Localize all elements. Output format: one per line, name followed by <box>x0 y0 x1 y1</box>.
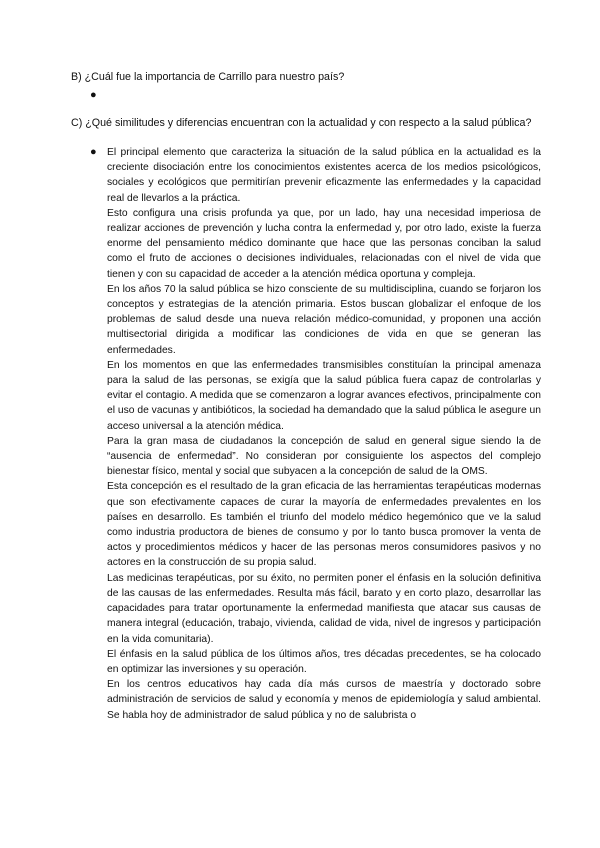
paragraph: El énfasis en la salud pública de los últimos años, tres décadas precedentes, se ha colocado en optimizar las inversiones y su operación. <box>107 648 541 675</box>
answer-bullet: ● <box>90 146 97 158</box>
paragraph: Para la gran masa de ciudadanos la concepción de salud en general sigue siendo la de “ausencia de enfermedad”. No consideran por consiguiente los aspectos del complejo bienestar físico, mental y social que subyacen a la concepción de salud de la OMS. <box>107 435 541 478</box>
question-b: B) ¿Cuál fue la importancia de Carrillo para nuestro país? <box>71 71 345 83</box>
question-c: C) ¿Qué similitudes y diferencias encuentran con la actualidad y con respecto a la salud pública? <box>71 117 532 129</box>
answer-body <box>107 145 541 723</box>
paragraph: Esta concepción es el resultado de la gran eficacia de las herramientas terapéuticas modernas que son efectivamente capaces de curar la mayoría de enfermedades prevalentes en los países en desarrollo. Es también el triunfo del modelo médico hegemónico que ve la salud como industria productora de bienes de consumo y por lo tanto busca promover la venta de actos y procedimientos médicos y hacer de las personas meros consumidores pasivos y no actores en la construcción de su propia salud. <box>107 481 541 569</box>
paragraph: Las medicinas terapéuticas, por su éxito, no permiten poner el énfasis en la solución definitiva de las causas de las enfermedades. Resulta más fácil, barato y en corto plazo, desarrollar las capacidades para tratar oportunamente la enfermedad manifiesta que atacar sus causas de manera integral (educación, trabajo, vivienda, calidad de vida, nivel de ingresos y participación en la vida comunitaria). <box>107 572 541 645</box>
paragraph: En los centros educativos hay cada día más cursos de maestría y doctorado sobre administración de servicios de salud y economía y menos de epidemiología y salud ambiental. Se habla hoy de administrador de salud pública y no de salubrista o <box>107 679 541 721</box>
paragraph: En los momentos en que las enfermedades transmisibles constituían la principal amenaza para la salud de las personas, se exigía que la salud pública fuera capaz de controlarlas y evitar el contagio. A medida que se comenzaron a lograr avances efectivos, principalmente con el uso de vacunas y antibióticos, la sociedad ha demandado que la salud pública le asegure un acceso universal a la atención médica. <box>107 359 541 432</box>
paragraph: El principal elemento que caracteriza la situación de la salud pública en la actualidad es la creciente disociación entre los conocimientos existentes acerca de los medios psicológicos, sociales y ecológicos que permitirían prevenir eficazmente las enfermedades y la capacidad real de llevarlos a la práctica. <box>107 147 541 204</box>
empty-bullet: ● <box>90 89 97 101</box>
paragraph: Esto configura una crisis profunda ya que, por un lado, hay una necesidad imperiosa de realizar acciones de prevención y lucha contra la enfermedad y, por otro lado, existe la fuerza enorme del pensamiento médico dominante que hace que las personas conciban la salud como el fruto de acciones o decisiones individuales, relacionadas con el nivel de vida que tienen y con su capacidad de acceder a la atención médica oportuna y compleja. <box>107 207 541 280</box>
paragraph: En los años 70 la salud pública se hizo consciente de su multidisciplina, cuando se forjaron los conceptos y estrategias de la atención primaria. Estos buscan globalizar el enfoque de los problemas de salud desde una nueva relación médico-comunidad, y proponen una acción multisectorial dirigida a modificar las condiciones de vida en que se generan las enfermedades. <box>107 283 541 356</box>
